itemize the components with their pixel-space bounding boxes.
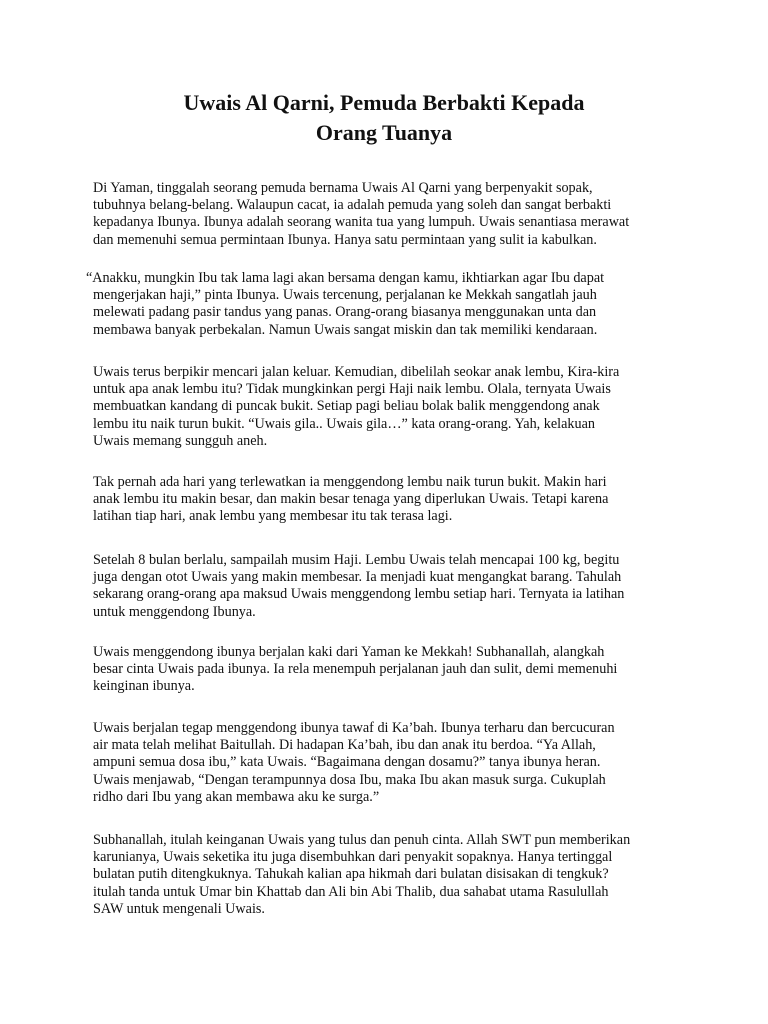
- text-line: sekarang orang-orang apa maksud Uwais menggendong lembu setiap hari. Ternyata ia latihan: [93, 586, 625, 603]
- text-line: untuk apa anak lembu itu? Tidak mungkinkan pergi Haji naik lembu. Olala, ternyata Uwais: [93, 381, 611, 398]
- text-line: melewati padang pasir tandus yang panas. Orang-orang biasanya menggunakan unta dan: [93, 304, 597, 321]
- paragraph-7: [93, 720, 685, 806]
- paragraph-3: [93, 364, 685, 450]
- text-line: itulah tanda untuk Umar bin Khattab dan Ali bin Abi Thalib, dua sahabat utama Rasulullah: [93, 883, 609, 900]
- paragraph-1: [93, 180, 685, 249]
- text-line: lembu itu naik turun bukit. “Uwais gila.. Uwais gila…” kata orang-orang. Yah, kelakuan: [93, 415, 595, 432]
- text-line: dan memenuhi semua permintaan Ibunya. Hanya satu permintaan yang sulit ia kabulkan.: [93, 231, 597, 248]
- text-line: air mata telah melihat Baitullah. Di hadapan Ka’bah, ibu dan anak itu berdoa. “Ya Allah,: [93, 737, 596, 754]
- page-title: [90, 88, 678, 148]
- text-line: karunianya, Uwais seketika itu juga disembuhkan dari penyakit sopaknya. Hanya tertinggal: [93, 849, 613, 866]
- text-line: Uwais menggendong ibunya berjalan kaki dari Yaman ke Mekkah! Subhanallah, alangkah: [93, 644, 605, 660]
- text-line: kepadanya Ibunya. Ibunya adalah seorang wanita tua yang lumpuh. Uwais senantiasa merawat: [93, 214, 630, 231]
- text-line: latihan tiap hari, anak lembu yang membesar itu tak terasa lagi.: [93, 508, 453, 525]
- text-line: keinginan ibunya.: [93, 678, 195, 695]
- paragraph-2: [86, 270, 678, 339]
- text-line: “Anakku, mungkin Ibu tak lama lagi akan bersama dengan kamu, ikhtiarkan agar Ibu dapat: [86, 270, 605, 286]
- text-line: membawa banyak perbekalan. Namun Uwais sangat miskin dan tak memiliki kendaraan.: [93, 321, 598, 338]
- text-line: Uwais terus berpikir mencari jalan keluar. Kemudian, dibelilah seokar anak lembu, Kira-kira: [93, 364, 620, 380]
- paragraph-8: [93, 832, 685, 918]
- text-line: ampuni semua dosa ibu,” kata Uwais. “Bagaimana dengan dosamu?” tanya ibunya heran.: [93, 754, 601, 771]
- text-line: Setelah 8 bulan berlalu, sampailah musim Haji. Lembu Uwais telah mencapai 100 kg, begitu: [93, 552, 620, 568]
- text-line: Di Yaman, tinggalah seorang pemuda bernama Uwais Al Qarni yang berpenyakit sopak,: [93, 180, 593, 196]
- text-line: tubuhnya belang-belang. Walaupun cacat, ia adalah pemuda yang soleh dan sangat berbakti: [93, 197, 612, 214]
- text-line: ridho dari Ibu yang akan membawa aku ke surga.”: [93, 788, 380, 805]
- text-line: besar cinta Uwais pada ibunya. Ia rela menempuh perjalanan jauh dan sulit, demi memenuhi: [93, 661, 618, 678]
- paragraph-5: [93, 552, 685, 621]
- text-line: membuatkan kandang di puncak bukit. Setiap pagi beliau bolak balik menggendong anak: [93, 398, 600, 415]
- text-line: Uwais memang sungguh aneh.: [93, 432, 268, 449]
- paragraph-6: [93, 644, 685, 696]
- text-line: anak lembu itu makin besar, dan makin besar tenaga yang diperlukan Uwais. Tetapi karena: [93, 491, 609, 508]
- text-line: Uwais menjawab, “Dengan terampunnya dosa Ibu, maka Ibu akan masuk surga. Cukuplah: [93, 771, 606, 788]
- text-line: juga dengan otot Uwais yang makin membesar. Ia menjadi kuat mengangkat barang. Tahulah: [93, 569, 622, 586]
- title-line: Uwais Al Qarni, Pemuda Berbakti Kepada: [183, 90, 585, 115]
- title-line: Orang Tuanya: [315, 120, 453, 145]
- text-line: Uwais berjalan tegap menggendong ibunya tawaf di Ka’bah. Ibunya terharu dan bercucuran: [93, 720, 615, 736]
- text-line: mengerjakan haji,” pinta Ibunya. Uwais tercenung, perjalanan ke Mekkah sangatlah jauh: [93, 287, 597, 304]
- text-line: Tak pernah ada hari yang terlewatkan ia menggendong lembu naik turun bukit. Makin hari: [93, 474, 607, 490]
- text-line: untuk menggendong Ibunya.: [93, 603, 256, 620]
- paragraph-4: [93, 474, 685, 526]
- text-line: SAW untuk mengenali Uwais.: [93, 900, 265, 917]
- text-line: bulatan putih ditengkuknya. Tahukah kalian apa hikmah dari bulatan disisakan di tengkuk?: [93, 866, 609, 883]
- text-line: Subhanallah, itulah keinganan Uwais yang tulus dan penuh cinta. Allah SWT pun memberikan: [93, 832, 631, 848]
